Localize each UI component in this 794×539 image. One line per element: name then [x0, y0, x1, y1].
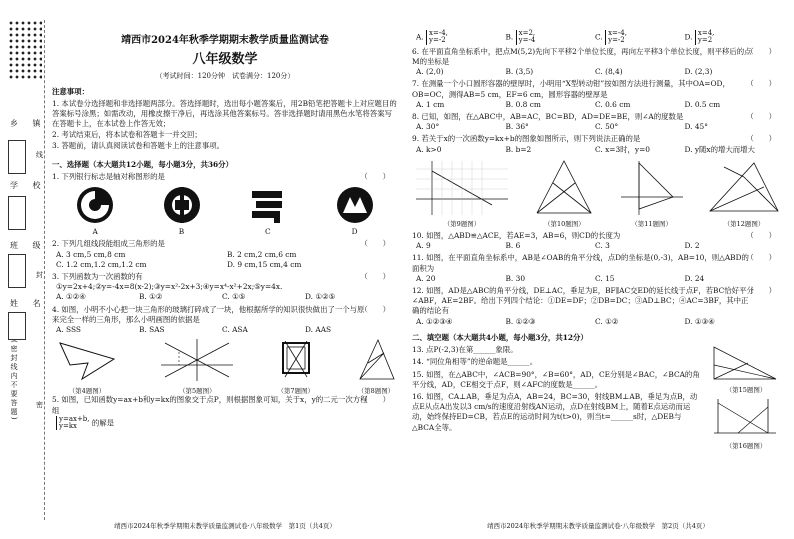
exam-title: 靖西市2024年秋季学期期末教学质量监测试卷 [121, 35, 329, 46]
q11-option-b[interactable]: B. 30 [505, 273, 526, 283]
question-9-text: 9. 若关于x的一次函数y=kx+b的图象如图所示，则下列说法正确的是 [412, 134, 641, 144]
q2-option-a[interactable]: A. 3 cm,5 cm,8 cm [56, 249, 126, 259]
q5-d-brace [695, 30, 715, 45]
fill-in-block [412, 343, 784, 451]
question-8 [412, 112, 784, 122]
q5-letter-a: A. [416, 32, 424, 42]
q4-option-b[interactable]: B. SAS [139, 325, 165, 335]
q5-letter-c: C. [595, 32, 603, 42]
note-3: 3. 答题前，请认真阅读试卷和答题卡上的注意事项。 [52, 141, 224, 151]
congruent-triangles-figure [529, 157, 599, 217]
clamp-figure [273, 337, 319, 383]
figure-10-caption: （第10题图） [543, 220, 585, 229]
q3-option-a[interactable]: A. ①②④ [56, 292, 86, 302]
q9-option-d[interactable]: D. y随x的增大而增大 [684, 144, 755, 154]
exam-subject: 八年级数学 [192, 51, 258, 67]
figure-4-caption: （第4题图） [68, 386, 106, 395]
label-class: 班 级 [10, 241, 47, 250]
question-9 [412, 134, 784, 144]
q8-option-b[interactable]: B. 36° [505, 122, 529, 132]
answer-paren: （ ） [360, 171, 390, 181]
q11-option-c[interactable]: C. 15 [595, 273, 615, 283]
question-7-options [412, 100, 784, 110]
answer-paren: （ ） [360, 272, 390, 282]
q4-option-c[interactable]: C. ASA [222, 325, 248, 335]
q11-option-d[interactable]: D. 24 [684, 273, 705, 283]
q12-option-b[interactable]: B. ①②③ [505, 316, 536, 326]
label-town: 乡 镇 [10, 119, 47, 128]
bank-logos [52, 185, 398, 227]
q5-a-y: y=-2 [429, 36, 446, 45]
option-a-label[interactable]: A [92, 227, 98, 237]
broken-triangle-figure [52, 337, 122, 383]
bank-logo-b-icon [162, 185, 202, 225]
question-12-options [412, 317, 784, 327]
q2-option-b[interactable]: B. 2 cm,2 cm,6 cm [227, 249, 297, 259]
q12-option-d[interactable]: D. ①③④ [684, 316, 715, 326]
q10-option-d[interactable]: D. 2 [684, 241, 700, 251]
question-14: 14. “同位角相等”的逆命题是______。 [412, 357, 538, 367]
footer-page-1: 靖西市2024年秋季学期期末教学质量监测试卷·八年级数学 第1页（共4页） [114, 522, 336, 531]
option-c-label[interactable]: C [265, 227, 271, 237]
figure-11 [617, 157, 687, 229]
isosceles-triangle-figure [354, 337, 398, 383]
q5-option-c[interactable] [595, 30, 685, 45]
fill-in-questions [412, 343, 708, 451]
q7-option-a[interactable]: A. 1 cm [416, 99, 445, 109]
figure-16-diagram [708, 395, 782, 439]
question-5-tail: 的解是 [91, 418, 115, 428]
question-10-text: 10. 如图，△ABD≌△ACE，若AE=3，AB=6，则CD的长度为 [412, 230, 621, 240]
option-b-label[interactable]: B [178, 227, 185, 237]
answer-paren: （ ） [746, 285, 776, 295]
q8-option-c[interactable]: C. 50° [595, 122, 619, 132]
town-box[interactable] [8, 140, 26, 174]
figure-4 [52, 337, 122, 393]
q5-options [412, 30, 784, 45]
figure-12-caption: （第12题图） [723, 220, 765, 229]
q5-c-x: x=-4, [608, 29, 627, 37]
q5-letter-b: B. [505, 32, 514, 42]
q8-option-a[interactable]: A. 30° [416, 122, 440, 132]
fill-in-figures [708, 343, 784, 451]
q7-option-c[interactable]: C. 0.6 cm [595, 99, 631, 109]
answer-paren: （ ） [746, 253, 776, 263]
figure-row-left [52, 337, 398, 393]
q5-option-d[interactable] [685, 30, 775, 45]
figure-15-triangle [708, 343, 782, 383]
question-7-text: 7. 在测量一个小口圆形容器的壁厚时，小明用“X型转动钳”按如图方法进行测量，其中OA=OD，OB=OC，测得AB=5 cm，EF=6 cm，圆形容器的壁厚是 [412, 79, 730, 99]
exam-info: （考试时间：120分钟 试卷满分：120分） [155, 71, 295, 80]
notes-title: 注意事项： [52, 87, 89, 97]
line-intersection-figure [157, 337, 237, 383]
question-9-options [412, 145, 784, 155]
q9-option-c[interactable]: C. x=3时，y=0 [595, 144, 651, 154]
question-6 [412, 47, 784, 67]
marker-feng: 封 [36, 271, 43, 279]
figure-7 [273, 337, 319, 393]
q4-option-d[interactable]: D. AAS [305, 325, 332, 335]
q4-option-a[interactable]: A. SSS [56, 325, 81, 335]
class-box[interactable] [8, 254, 26, 288]
left-column [52, 0, 398, 539]
q9-option-a[interactable]: A. k>0 [416, 144, 442, 154]
dot-pattern [8, 20, 42, 80]
question-2-options-row1 [52, 250, 398, 260]
question-11-options [412, 274, 784, 284]
question-3 [52, 272, 398, 282]
question-4 [52, 305, 398, 325]
equation-system-brace [56, 416, 90, 431]
q5-c-brace [605, 30, 627, 45]
note-2: 2. 考试结束后，将本试卷和答题卡一并交回； [52, 130, 202, 140]
figure-5-caption: （第5题图） [179, 386, 216, 395]
q5-a-brace [426, 30, 448, 45]
bank-logo-d-icon [335, 185, 375, 225]
figure-8 [354, 337, 398, 393]
question-4-options [52, 325, 398, 335]
section2-title: 二、填空题（本大题共4小题，每小题3分，共12分） [412, 332, 588, 342]
figure-9 [412, 157, 512, 229]
q7-option-b[interactable]: B. 0.8 cm [505, 99, 541, 109]
question-6-options [412, 67, 784, 77]
question-1 [52, 172, 398, 182]
q6-option-b[interactable]: B. (3,5) [505, 67, 534, 77]
answer-paren: （ ） [746, 112, 776, 121]
school-box[interactable] [8, 196, 26, 230]
angle-bisector-figure [704, 157, 784, 217]
q7-option-d[interactable]: D. 0.5 cm [684, 99, 721, 109]
question-1-text: 1. 下列银行标志是轴对称图形的是 [52, 171, 165, 181]
q6-option-a[interactable]: A. (2,0) [416, 67, 444, 77]
question-13: 13. 点P(-2,3)在第______象限。 [412, 345, 518, 355]
linear-function-graph [412, 157, 512, 217]
figure-9-caption: （第9题图） [443, 220, 481, 229]
q5-b-y: y=-4 [518, 36, 536, 45]
question-6-text: 6. 在平面直角坐标系中，把点M(5,2)先向下平移2个单位长度，再向左平移3个单位长度，则平移后的点M的坐标是 [412, 46, 752, 66]
seal-note: (密封线内不要答题) [10, 340, 18, 422]
question-5 [52, 395, 398, 415]
figure-7-caption: （第7题图） [277, 386, 314, 395]
q10-option-c[interactable]: C. 3 [595, 241, 610, 251]
eq-line-2: y=kx [59, 422, 78, 431]
q5-a-x: x=-4, [429, 29, 448, 37]
question-15: 15. 如图，在△ABC中，∠ACB=90°，∠B=60°，AD，CE分别是∠BAC，∠BCA的角平分线，AD，CE相交于点F，则∠AFC的度数是______。 [412, 369, 700, 389]
question-7 [412, 79, 784, 99]
q5-d-y: y=2 [697, 36, 713, 45]
bank-logo-c-icon [248, 185, 288, 225]
binding-strip [0, 0, 50, 539]
q5-b-x: x=2, [518, 29, 536, 37]
question-8-options [412, 122, 784, 132]
question-8-text: 8. 已知，如图，在△ABC中，AB=AC，BC=BD，AD=DE=BE，则∠A的度数是 [412, 112, 684, 121]
marker-mi: 密 [36, 401, 43, 409]
question-2-options-row2 [52, 260, 398, 270]
question-4-text: 4. 如图，小明不小心把一块三角形的玻璃打碎成了一块，他根据所学的知识很快做出了一个与原来完全一样的三角形，那么小明画图的依据是 [52, 304, 365, 324]
q5-option-b[interactable] [506, 30, 596, 45]
figure-12 [704, 157, 784, 229]
q5-letter-d: D. [684, 32, 693, 42]
figure-5 [157, 337, 237, 393]
logo-labels [52, 227, 398, 237]
q6-option-d[interactable]: D. (2,3) [684, 67, 713, 77]
q10-option-a[interactable]: A. 9 [416, 241, 431, 251]
question-5-text: 5. 如图，已知函数y=ax+b和y=kx的图象交于点P，则根据图象可知，关于x，y的二元一次方程组 [52, 395, 368, 415]
answer-paren: （ ） [746, 134, 776, 144]
question-11 [412, 253, 784, 273]
right-column [412, 0, 784, 539]
question-3-options [52, 292, 398, 302]
figure-10 [529, 157, 599, 229]
figure-8-caption: （第8题图） [357, 386, 395, 395]
question-10-options [412, 241, 784, 251]
figure-11-caption: （第11题图） [631, 220, 673, 229]
q12-option-a[interactable]: A. ①②③④ [416, 316, 453, 326]
footer-page-2: 靖西市2024年秋季学期期末教学质量监测试卷·八年级数学 第2页（共4页） [487, 522, 709, 531]
figure-16-caption: （第16题图） [725, 442, 767, 451]
coordinate-triangle-figure [617, 157, 687, 217]
answer-paren: （ ） [746, 46, 776, 56]
question-3-items: ①y=2x+4;②y=-4x=8(x-2);③y=x²-2x+3;④y=x⁴-x²+2x;⑤y=4x. [56, 282, 283, 292]
section1-title: 一、选择题（本大题共12小题，每小题3分，共36分） [52, 159, 233, 169]
question-10 [412, 231, 784, 241]
answer-paren: （ ） [360, 239, 390, 249]
figure-15-caption: （第15题图） [725, 386, 767, 395]
question-3-text: 3. 下列函数为一次函数的有 [52, 272, 143, 282]
q3-option-b[interactable]: B. ①② [139, 292, 163, 302]
q5-b-brace [516, 30, 536, 45]
question-16: 16. 如图，CA⊥AB，垂足为点A，AB=24，BC=30，射线BM⊥AB，垂足为点B，动点E从点A出发以3 cm/s的速度沿射线AN运动，点D在射线BM上，随着E点运动而运动，始终保持ED=CB，若点E的运动时间为t(t>0)，则当t=______s时，△DEB与△BCA全等。 [412, 391, 698, 432]
q5-option-a[interactable] [416, 30, 506, 45]
name-box[interactable] [8, 312, 26, 340]
question-11-text: 11. 如图，在平面直角坐标系中，AB是∠OAB的角平分线，点D的坐标是(0,-3)，AB=10，则△ABD的面积为 [412, 253, 749, 273]
q10-option-b[interactable]: B. 6 [505, 241, 521, 251]
q5-d-x: x=4, [697, 29, 715, 37]
q8-option-d[interactable]: D. 45° [684, 122, 708, 132]
question-12-text: 12. 如图，AD是△ABC的角平分线，DE⊥AC，垂足为E，BF∥AC交ED的延长线于点F，若BC恰好平分∠ABF，AE=2BF。给出下列四个结论：①DE=DF；②DB=DC；③AD⊥BC；④AC=3BF，其中正确的结论有 [412, 285, 754, 316]
eq-line-1: y=ax+b, [59, 414, 90, 423]
answer-paren: （ ） [360, 304, 390, 314]
answer-paren: （ ） [746, 79, 776, 89]
marker-xian: 线 [36, 151, 43, 159]
seal-line [44, 20, 45, 520]
question-12 [412, 286, 784, 317]
q12-option-c[interactable]: C. ①② [595, 316, 619, 326]
bank-logo-a-icon [75, 185, 115, 225]
q2-option-d[interactable]: D. 9 cm,15 cm,4 cm [227, 259, 302, 269]
question-5-system [52, 416, 398, 431]
q11-option-a[interactable]: A. 20 [416, 273, 436, 283]
q2-option-c[interactable]: C. 1.2 cm,1.2 cm,1.2 cm [56, 259, 147, 269]
q3-option-d[interactable]: D. ①②⑤ [305, 292, 336, 302]
label-school: 学 校 [10, 181, 47, 190]
q6-option-c[interactable]: C. (8,4) [595, 67, 623, 77]
answer-paren: （ ） [360, 395, 390, 405]
question-2-text: 2. 下列几组线段能组成三角形的是 [52, 239, 165, 249]
label-name: 姓 名 [10, 299, 47, 308]
option-d-label[interactable]: D [351, 227, 358, 237]
figure-row-right [412, 157, 784, 229]
q3-option-c[interactable]: C. ①⑤ [222, 292, 246, 302]
answer-paren: （ ） [746, 230, 776, 240]
question-2 [52, 239, 398, 249]
note-1: 1. 本试卷分选择题和非选择题两部分。答选择题时，选出每小题答案后，用2B铅笔把答题卡上对应题目的答案标号涂黑；如需改动，用橡皮擦干净后，再选涂其他答案标号。答非选择题时请用黑色水笔将答案写在答题卡上，在本试卷上作答无效； [52, 98, 397, 129]
q9-option-b[interactable]: B. b=2 [505, 144, 532, 154]
q5-c-y: y=-2 [608, 36, 625, 45]
